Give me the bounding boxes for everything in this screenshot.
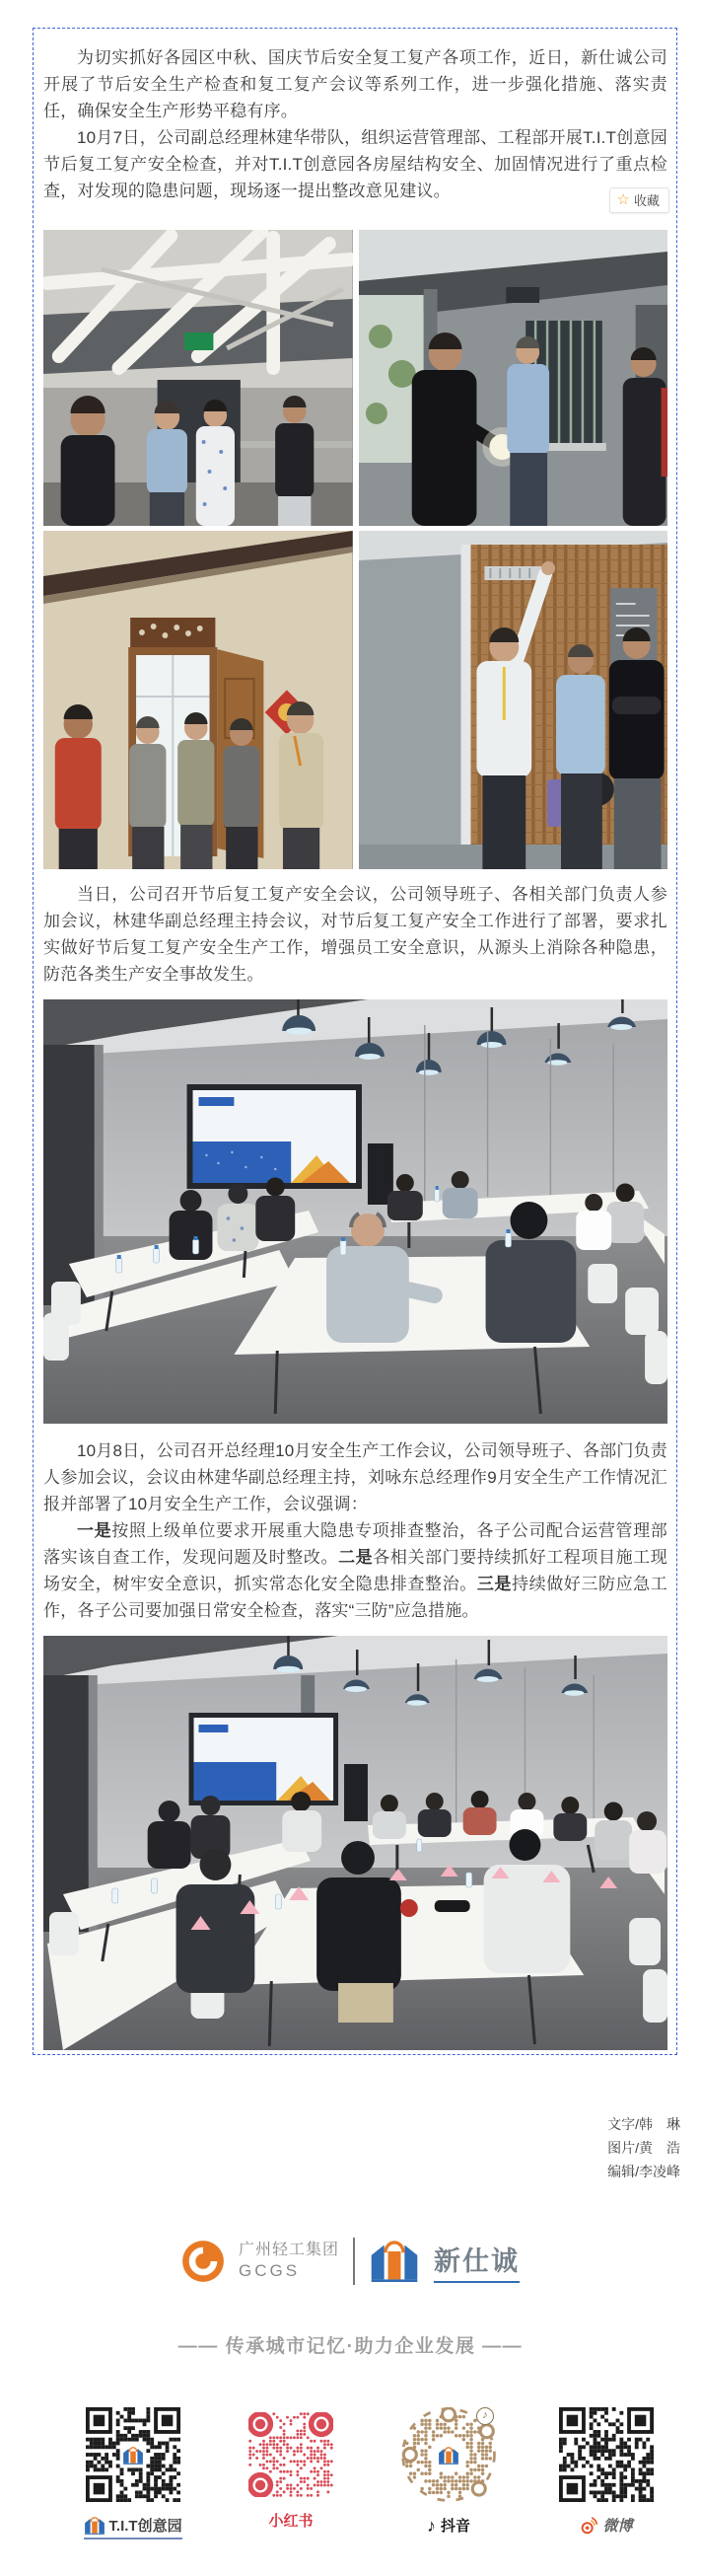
qr-code-douyin[interactable] [401, 2407, 496, 2502]
qr-label-xiaohongshu [268, 2510, 313, 2531]
logo-divider [353, 2238, 355, 2285]
photo-inspection-doorway[interactable] [43, 531, 353, 869]
gcgs-logo-cn: 广州轻工集团 [238, 2242, 339, 2259]
qr-code-row [84, 2407, 656, 2539]
qr-label-text: 微博 [602, 2518, 633, 2535]
weibo-sun-icon [580, 2517, 597, 2535]
emphasis-one-text: 按照上级单位要求开展重大隐患专项排查整治，各子公司配合运营管理部落实该自查工作，发现问题及时整改。 [43, 1521, 667, 1567]
star-icon: ☆ [616, 191, 630, 208]
paragraph-oct7-inspection: 10月7日，公司副总经理林建华带队，组织运营管理部、工程部开展T.I.T创意园节后复工复产安全检查，并对T.I.T创意园各房屋结构安全、加固情况进行了重点检查，对发现的隐患问题，现场逐一提出整改意见建议。 [43, 128, 667, 200]
tit-logo-icon [122, 2446, 144, 2465]
qr-label-weibo [580, 2515, 632, 2536]
favorite-label: 收藏 [633, 193, 660, 208]
photo-inspection-flashlight[interactable] [359, 230, 668, 526]
photo-inspection-pipes[interactable] [43, 230, 353, 526]
qr-label-text: T.I.T创意园 [108, 2518, 182, 2535]
qr-label-douyin [427, 2515, 470, 2536]
paragraph-same-day-meeting: 当日，公司召开节后复工复产安全会议，公司领导班子、各相关部门负责人参加会议，林建华副总经理主持会议，对节后复工复产安全工作进行了部署，要求扎实做好节后复工复产安全生产工作，增强员工安全意识，从源头上消除各种隐患，防范各类生产安全事故发生。 [43, 885, 667, 984]
qr-label-text: 小红书 [268, 2513, 314, 2530]
gcgs-swirl-icon [181, 2240, 225, 2283]
qr-item-tit-park [84, 2407, 182, 2539]
qr-center-logo [436, 2443, 461, 2466]
music-note-badge-icon: ♪ [476, 2407, 494, 2425]
qr-item-xiaohongshu [242, 2407, 340, 2539]
qr-label-tit-park [84, 2515, 181, 2539]
credit-photo-author: 图片/黄 浩 [607, 2140, 680, 2156]
gcgs-logo-text [239, 2241, 339, 2281]
tiktok-note-icon: ♪ [426, 2515, 436, 2536]
paragraph-oct8-meeting: 10月8日，公司召开总经理10月安全生产工作会议，公司领导班子、各部门负责人参加会议，会议由林建华副总经理主持，刘咏东总经理作9月安全生产工作情况汇报并部署了10月安全生产工作，会议强调： [43, 1441, 667, 1513]
emphasis-one: 一是 [77, 1521, 112, 1540]
photo-meeting-1[interactable] [43, 999, 667, 1424]
qr-item-douyin [399, 2407, 498, 2539]
tit-park-lockup [84, 2515, 181, 2539]
credit-editor: 编辑/李凌峰 [607, 2164, 680, 2179]
emphasis-three: 三是 [476, 1575, 513, 1593]
emphasis-two-text: 各相关部门要持续抓好工程项目施工现场安全，树牢安全意识，抓实常态化安全隐患排查整治。 [43, 1548, 667, 1593]
tit-building-icon [84, 2516, 105, 2535]
tit-logo-icon [438, 2446, 459, 2465]
favorite-button[interactable] [609, 187, 669, 213]
footer-logos [0, 2232, 701, 2291]
photo-meeting-2[interactable] [43, 1636, 667, 2050]
credit-text-author: 文字/韩 琳 [607, 2116, 680, 2132]
qr-code-tit-park[interactable] [86, 2407, 180, 2502]
paragraph-intro: 为切实抓好各园区中秋、国庆节后安全复工复产各项工作，近日，新仕诚公司开展了节后安全生产检查和复工复产会议等系列工作，进一步强化措施、落实责任，确保安全生产形势平稳有序。 [43, 48, 667, 120]
qr-label-text: 抖音 [440, 2518, 470, 2535]
gcgs-logo-en: GCGS [238, 2261, 301, 2281]
xinshicheng-logo-text: 新仕诚 [434, 2240, 520, 2283]
xinshicheng-building-icon [369, 2239, 420, 2284]
emphasis-two: 二是 [338, 1548, 374, 1567]
qr-item-weibo [557, 2407, 656, 2539]
paragraph-emphasis-points [43, 1517, 667, 1624]
qr-center-logo [120, 2442, 146, 2467]
qr-code-weibo[interactable] [559, 2407, 654, 2502]
photo-inspection-pointing[interactable] [359, 531, 668, 869]
footer-slogan: —— 传承城市记忆·助力企业发展 —— [177, 2336, 524, 2357]
article-content-box [33, 28, 677, 2055]
inspection-photo-grid [43, 230, 667, 869]
emphasis-three-text: 持续做好三防应急工作，各子公司要加强日常安全检查，落实“三防”应急措施。 [43, 1575, 667, 1620]
qr-code-xiaohongshu[interactable] [248, 2412, 333, 2497]
credits-block [607, 2112, 680, 2183]
